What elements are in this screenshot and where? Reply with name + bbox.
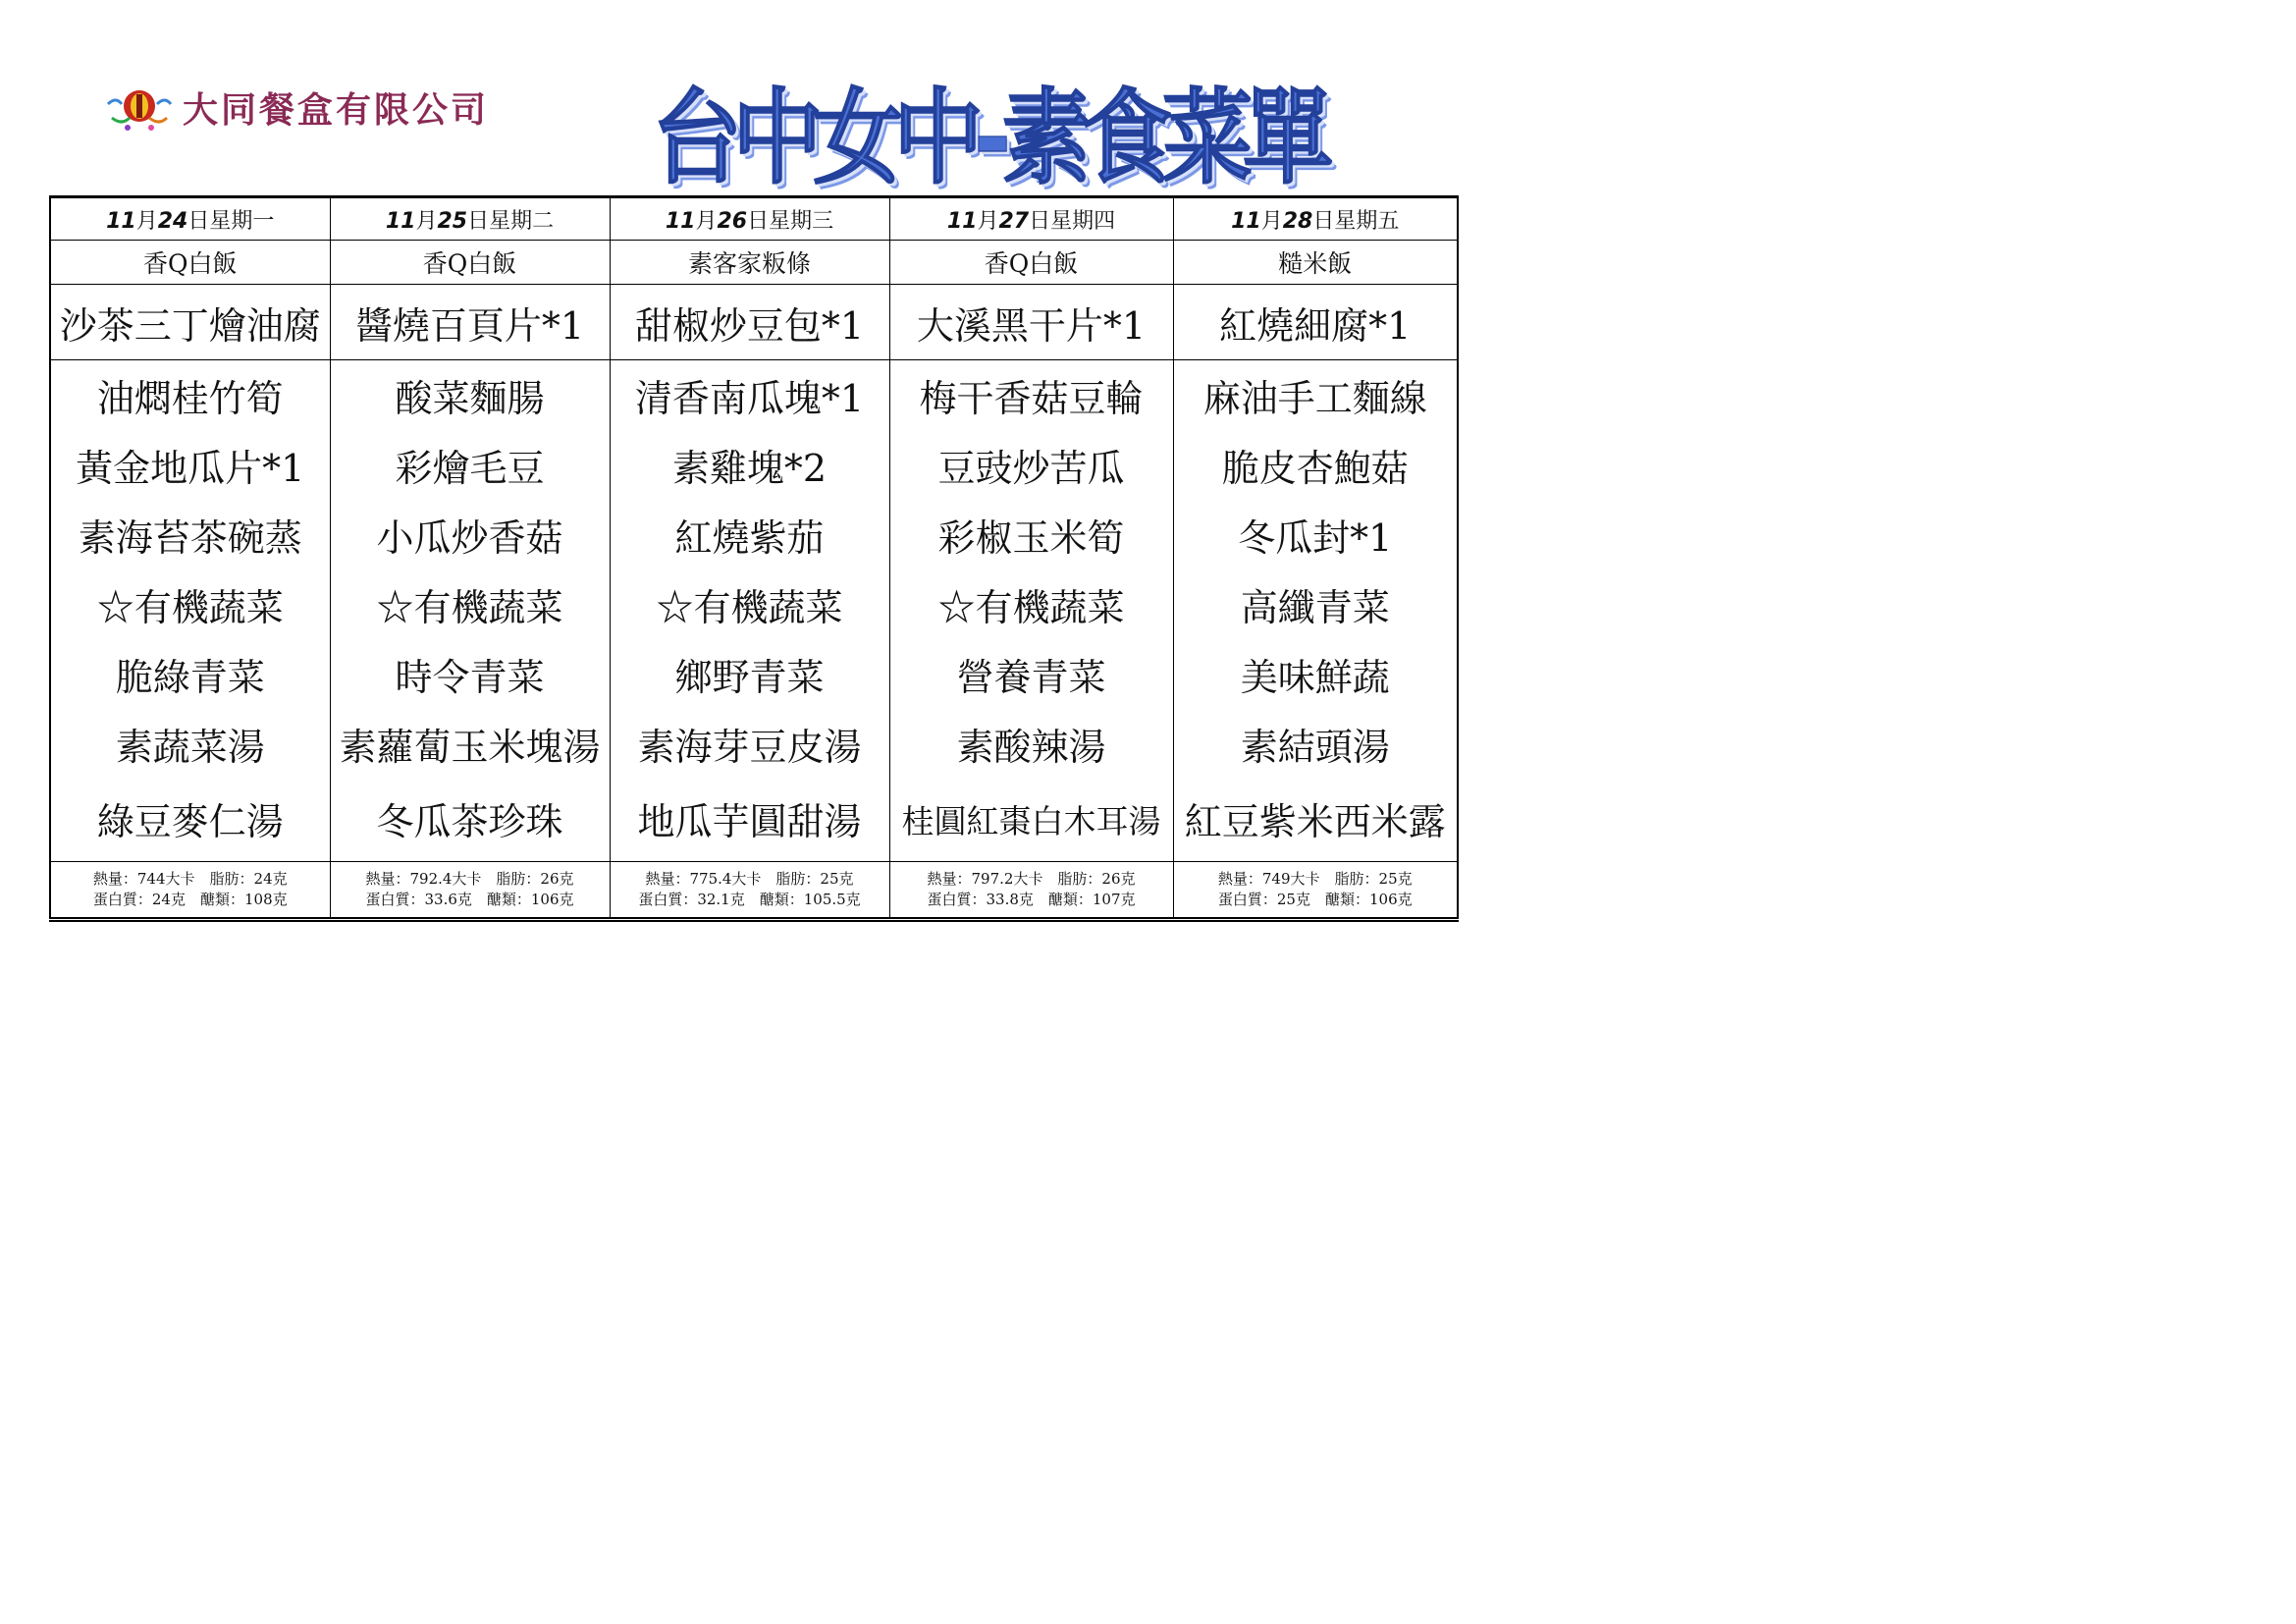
- side-dish-item: 鄉野青菜: [674, 656, 825, 699]
- staple-cell: 香Q白飯: [330, 241, 610, 285]
- main-dish-cell: 大溪黑干片*1: [889, 285, 1173, 360]
- staple-cell: 香Q白飯: [50, 241, 330, 285]
- side-dishes-list: [51, 360, 330, 861]
- date-cell: [889, 197, 1173, 241]
- date-day: 27: [998, 208, 1030, 234]
- staple-cell: 素客家粄條: [610, 241, 889, 285]
- main-dish-cell: 醬燒百頁片*1: [330, 285, 610, 360]
- date-month-char: 月: [695, 208, 718, 234]
- side-dish-item: 素海苔茶碗蒸: [78, 516, 302, 560]
- date-weekday: 日星期三: [747, 208, 834, 234]
- side-dish-item: ☆有機蔬菜: [96, 586, 284, 629]
- date-month: 11: [385, 208, 416, 234]
- side-dishes-cell: [330, 360, 610, 862]
- date-weekday: 日星期一: [187, 208, 275, 234]
- date-day: 28: [1282, 208, 1313, 234]
- side-dish-item: 梅干香菇豆輪: [919, 377, 1144, 420]
- nutrition-cell: [889, 862, 1173, 920]
- company-name: 大同餐盒有限公司: [183, 90, 490, 131]
- side-dish-item: 紅燒紫茄: [674, 516, 825, 560]
- side-dishes-row: [50, 360, 1458, 862]
- dessert-item: 綠豆麥仁湯: [96, 800, 284, 843]
- date-day: 25: [437, 208, 468, 234]
- side-dishes-list: [331, 360, 610, 861]
- date-row: [50, 197, 1458, 241]
- side-dishes-list: [1174, 360, 1458, 861]
- date-month: 11: [665, 208, 696, 234]
- date-month-char: 月: [415, 208, 438, 234]
- side-dish-item: ☆有機蔬菜: [656, 586, 843, 629]
- main-dish-cell: 紅燒細腐*1: [1173, 285, 1458, 360]
- nutrition-protein-carbs: 蛋白質：24克 醣類：108克: [92, 891, 288, 908]
- side-dishes-list: [611, 360, 889, 861]
- side-dish-item: 高纖青菜: [1240, 586, 1390, 629]
- side-dish-item: 酸菜麵腸: [395, 377, 545, 420]
- staple-cell: 香Q白飯: [889, 241, 1173, 285]
- nutrition-calories-fat: 熱量：749大卡 脂肪：25克: [1217, 870, 1413, 888]
- date-day: 26: [717, 208, 748, 234]
- side-dish-item: 豆豉炒苦瓜: [937, 447, 1125, 490]
- date-cell: [1173, 197, 1458, 241]
- side-dish-item: 素酸辣湯: [956, 726, 1106, 769]
- nutrition-protein-carbs: 蛋白質：32.1克 醣類：105.5克: [638, 891, 861, 908]
- side-dish-item: 時令青菜: [395, 656, 545, 699]
- date-month: 11: [1231, 208, 1261, 234]
- side-dishes-cell: [1173, 360, 1458, 862]
- side-dishes-cell: [50, 360, 330, 862]
- date-month-char: 月: [1260, 208, 1283, 234]
- side-dishes-list: [890, 360, 1173, 861]
- nutrition-calories-fat: 熱量：775.4大卡 脂肪：25克: [645, 870, 854, 888]
- date-month: 11: [946, 208, 978, 234]
- dessert-item: 桂圓紅棗白木耳湯: [901, 802, 1161, 840]
- date-month: 11: [106, 208, 136, 234]
- company-logo-icon: [102, 82, 177, 134]
- nutrition-protein-carbs: 蛋白質：25克 醣類：106克: [1217, 891, 1413, 908]
- nutrition-protein-carbs: 蛋白質：33.6克 醣類：106克: [365, 891, 574, 908]
- date-month-char: 月: [135, 208, 158, 234]
- date-weekday: 日星期二: [467, 208, 555, 234]
- dessert-item: 紅豆紫米西米露: [1184, 800, 1446, 843]
- side-dish-item: 素蘿蔔玉米塊湯: [339, 726, 601, 769]
- nutrition-calories-fat: 熱量：797.2大卡 脂肪：26克: [927, 870, 1136, 888]
- dessert-item: 冬瓜茶珍珠: [376, 800, 563, 843]
- date-weekday: 日星期五: [1312, 208, 1400, 234]
- page-title: 台中女中-素食菜單: [652, 78, 1324, 199]
- staple-cell: 糙米飯: [1173, 241, 1458, 285]
- side-dish-item: 清香南瓜塊*1: [634, 377, 865, 420]
- side-dishes-cell: [889, 360, 1173, 862]
- side-dish-item: 脆綠青菜: [115, 656, 265, 699]
- side-dish-item: 脆皮杏鮑菇: [1221, 447, 1409, 490]
- side-dish-item: 黃金地瓜片*1: [76, 447, 305, 490]
- side-dish-item: 彩椒玉米筍: [937, 516, 1125, 560]
- side-dish-item: 素蔬菜湯: [115, 726, 265, 769]
- date-month-char: 月: [977, 208, 999, 234]
- nutrition-row: [50, 862, 1458, 920]
- date-cell: [610, 197, 889, 241]
- nutrition-calories-fat: 熱量：744大卡 脂肪：24克: [92, 870, 288, 888]
- side-dish-item: 素海芽豆皮湯: [637, 726, 862, 769]
- staple-row: [50, 241, 1458, 285]
- nutrition-cell: [330, 862, 610, 920]
- menu-table: [49, 195, 1459, 922]
- side-dish-item: 小瓜炒香菇: [376, 516, 563, 560]
- main-dish-cell: 沙茶三丁燴油腐: [50, 285, 330, 360]
- nutrition-cell: [610, 862, 889, 920]
- side-dish-item: 美味鮮蔬: [1240, 656, 1390, 699]
- nutrition-protein-carbs: 蛋白質：33.8克 醣類：107克: [927, 891, 1136, 908]
- date-cell: [330, 197, 610, 241]
- side-dish-item: 油燜桂竹筍: [96, 377, 284, 420]
- date-day: 24: [157, 208, 188, 234]
- side-dish-item: 素雞塊*2: [671, 447, 828, 490]
- side-dish-item: 麻油手工麵線: [1202, 377, 1427, 420]
- main-dish-cell: 甜椒炒豆包*1: [610, 285, 889, 360]
- date-cell: [50, 197, 330, 241]
- nutrition-cell: [50, 862, 330, 920]
- nutrition-calories-fat: 熱量：792.4大卡 脂肪：26克: [365, 870, 574, 888]
- side-dish-item: 彩燴毛豆: [395, 447, 545, 490]
- side-dish-item: ☆有機蔬菜: [376, 586, 563, 629]
- side-dish-item: 冬瓜封*1: [1238, 516, 1393, 560]
- side-dishes-cell: [610, 360, 889, 862]
- date-weekday: 日星期四: [1029, 208, 1116, 234]
- side-dish-item: ☆有機蔬菜: [937, 586, 1125, 629]
- main-dish-row: [50, 285, 1458, 360]
- dessert-item: 地瓜芋圓甜湯: [637, 800, 862, 843]
- nutrition-cell: [1173, 862, 1458, 920]
- side-dish-item: 素結頭湯: [1240, 726, 1390, 769]
- side-dish-item: 營養青菜: [956, 656, 1106, 699]
